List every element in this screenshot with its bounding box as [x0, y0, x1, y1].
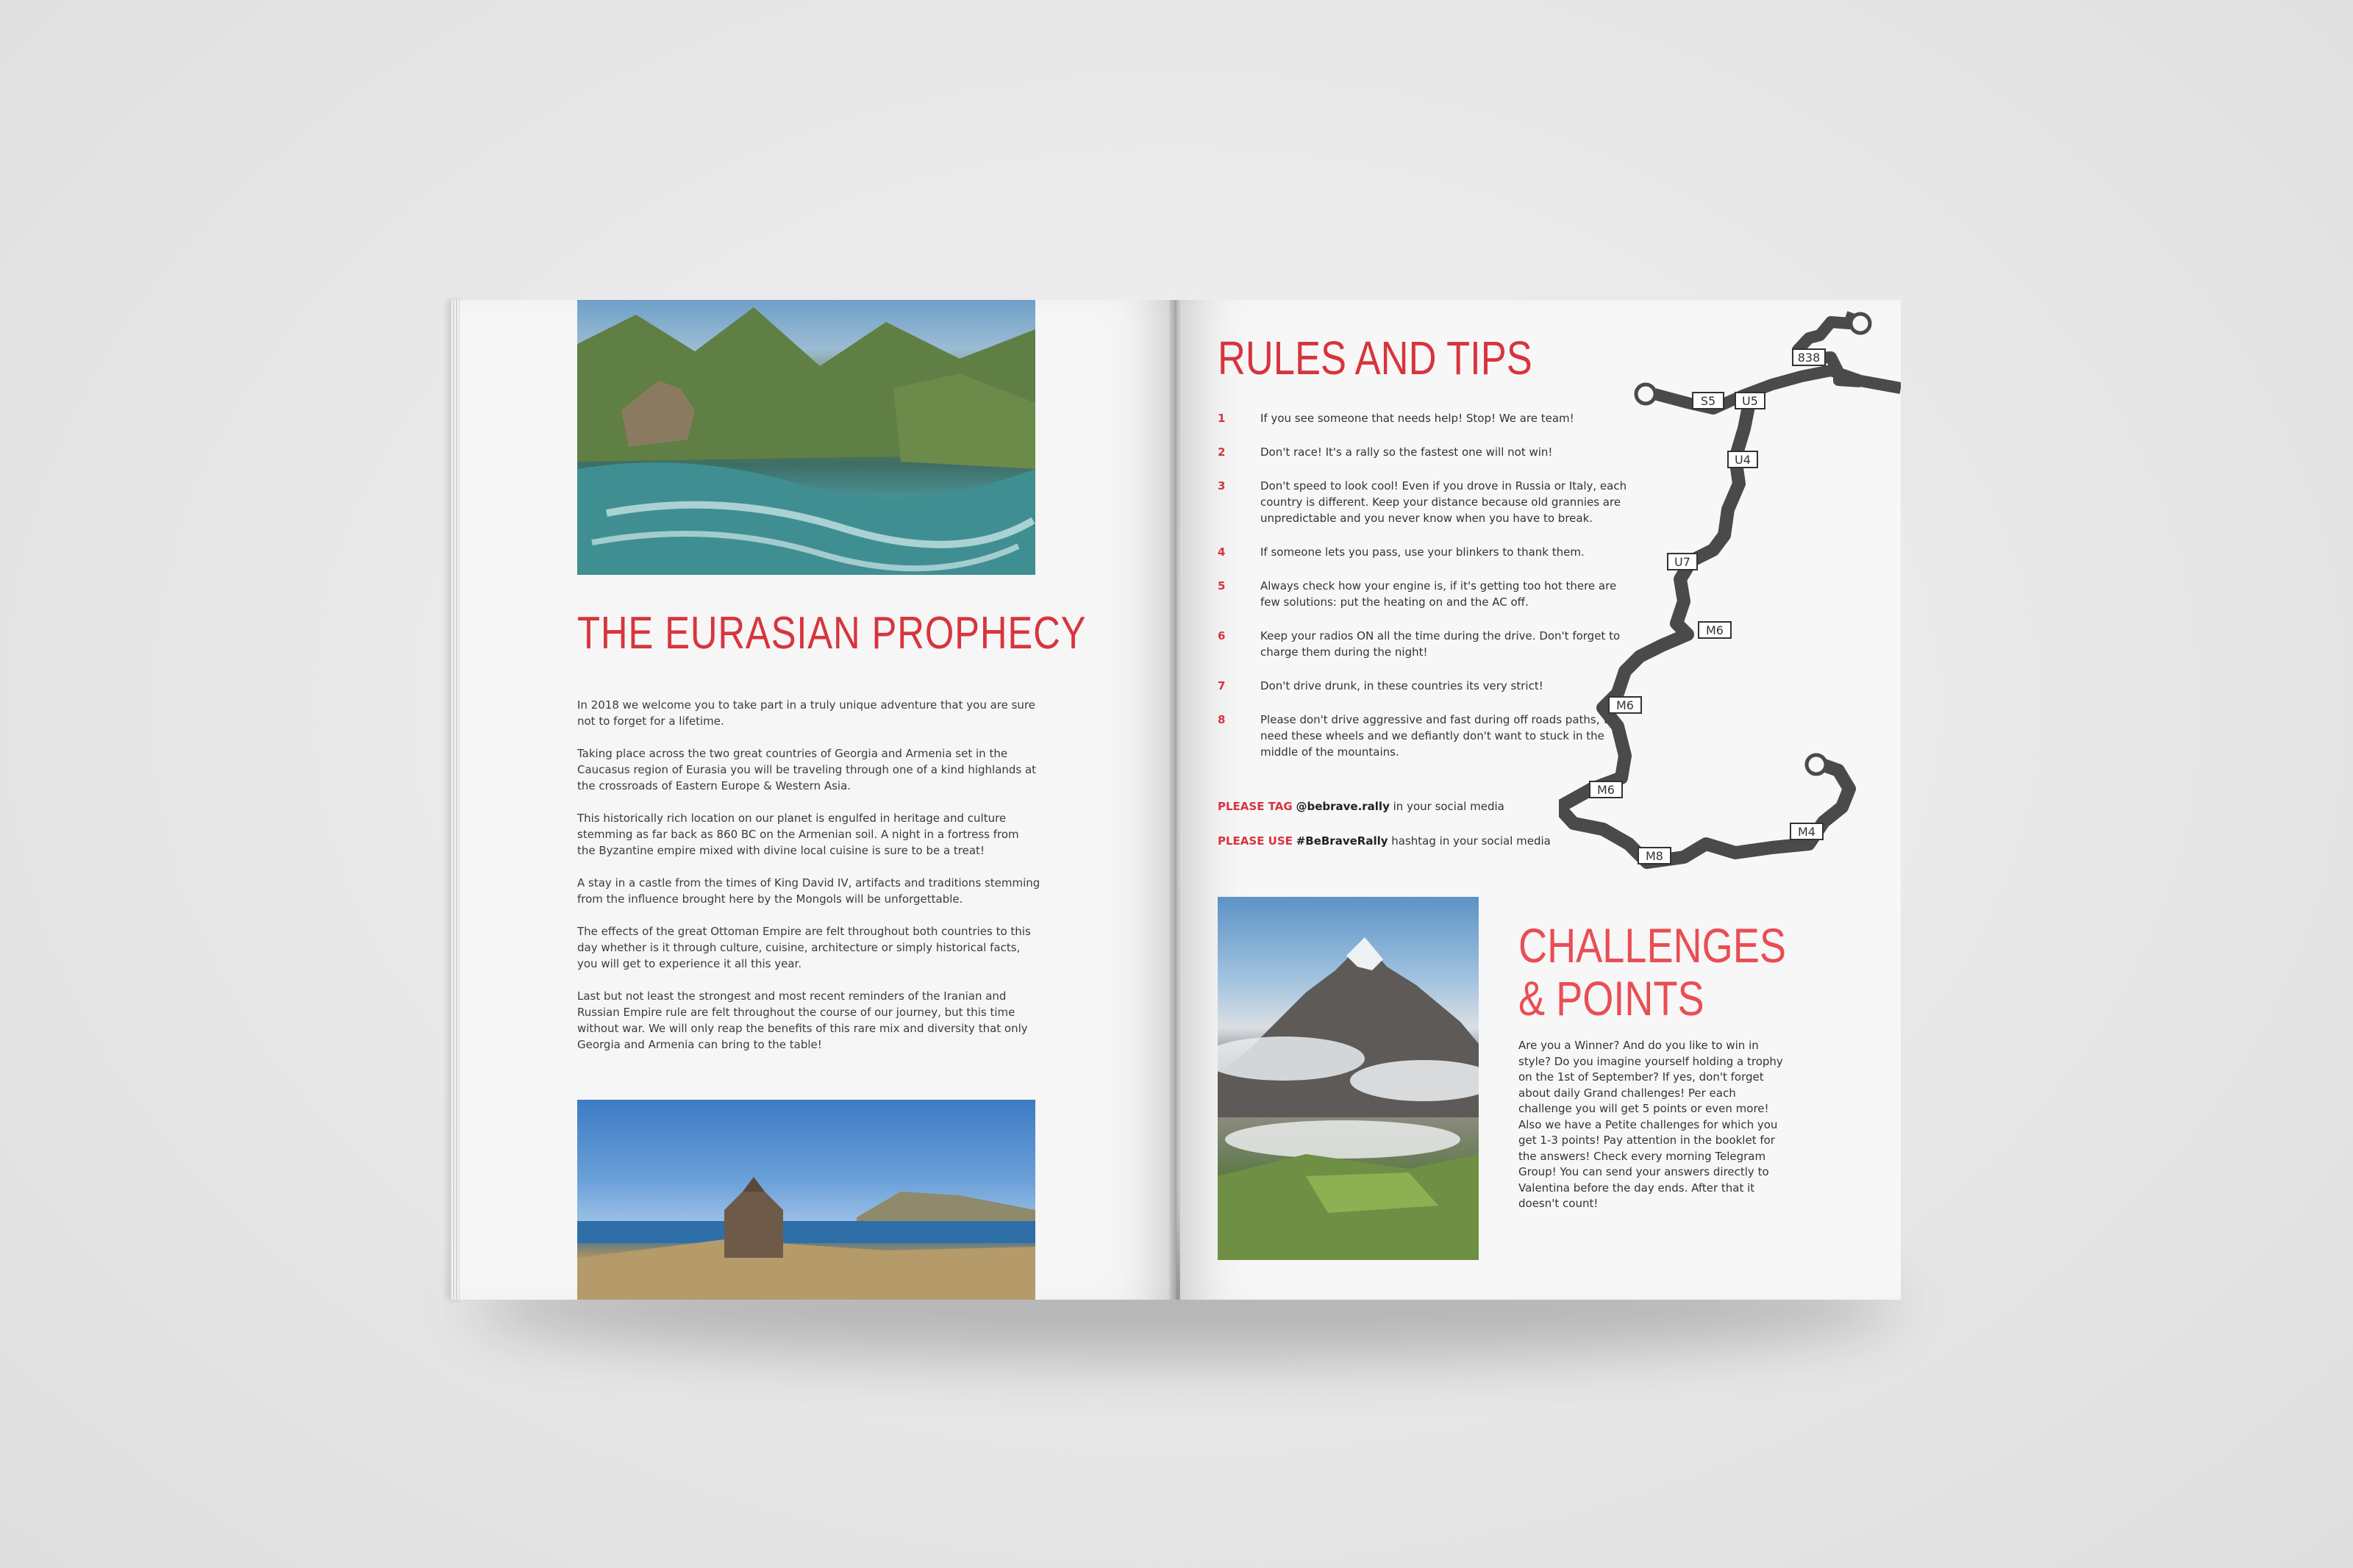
svg-text:M6: M6: [1597, 783, 1615, 797]
challenges-title-line2: & POINTS: [1518, 971, 1704, 1025]
paragraph: In 2018 we welcome you to take part in a truly unique adventure that you are sure not to forget for a lifetime.: [577, 698, 1036, 728]
rule-number: 7: [1218, 679, 1226, 692]
mountain-valley-photo: [1218, 897, 1479, 1260]
svg-text:838: 838: [1797, 351, 1821, 365]
challenges-title-line1: CHALLENGES: [1518, 918, 1786, 973]
paragraph: This historically rich location on our planet is engulfed in heritage and culture stemming as far back as 860 BC on the Armenian soil. A night in a fortress from the Byzantine empire mixed with divine local cuisine is sure to be a treat!: [577, 812, 1019, 857]
rule-number: 6: [1218, 629, 1226, 642]
route-marker: [1636, 384, 1655, 404]
rule-number: 2: [1218, 445, 1226, 459]
svg-text:Ս5: Ս5: [1742, 394, 1758, 408]
monastery-lake-photo: [577, 1100, 1035, 1300]
svg-text:M4: M4: [1798, 825, 1815, 839]
rule-number: 4: [1218, 545, 1226, 559]
rule-text: If you see someone that needs help! Stop! We are team!: [1260, 412, 1574, 425]
social-lead: PLEASE TAG: [1218, 800, 1293, 813]
challenges-title: [1518, 919, 1786, 1025]
rule-text: Don't race! It's a rally so the fastest one will not win!: [1260, 445, 1553, 459]
social-lead: PLEASE USE: [1218, 834, 1293, 848]
rule-text: Please don't drive aggressive and fast during off roads paths, we need these wheels and we defiantly don't want to stuck in the middle of the mountains.: [1260, 713, 1619, 759]
social-rest: hashtag in your social media: [1388, 834, 1551, 848]
route-label-m6: [1699, 622, 1731, 638]
route-label-m6: [1609, 697, 1641, 713]
rule-text: Don't speed to look cool! Even if you drove in Russia or Italy, each country is different. Keep your distance because old grannies are unpredictable and you never know when you have to break.: [1260, 479, 1627, 525]
route-label-m8: [1638, 848, 1671, 864]
paragraph: The effects of the great Ottoman Empire are felt throughout both countries to this day whether is it through culture, cuisine, architecture or simply historical facts, you will get to experience it all this year.: [577, 925, 1031, 970]
intro-text: [577, 697, 1040, 1069]
route-label-s5: [1693, 393, 1724, 409]
svg-text:Ս4: Ս4: [1735, 453, 1751, 467]
route-map: [1559, 300, 1901, 881]
rules-title: RULES AND TIPS: [1218, 332, 1532, 384]
rule-number: 8: [1218, 713, 1226, 726]
hashtag: #BeBraveRally: [1296, 834, 1388, 848]
svg-text:M6: M6: [1706, 623, 1724, 637]
paragraph: A stay in a castle from the times of King David IV, artifacts and traditions stemming from the influence brought here by the Mongols will be unforgettable.: [577, 876, 1040, 906]
social-tag-line: [1218, 800, 1504, 813]
social-hashtag-line: [1218, 834, 1551, 848]
svg-text:M8: M8: [1646, 849, 1663, 863]
challenges-text: Are you a Winner? And do you like to win in style? Do you imagine yourself holding a trophy on the 1st of September? If yes, don't forget about daily Grand challenges! Per each challenge you will get 5 points or even more! Also we have a Petite challenges for which you get 1-3 points! Pay attention in the booklet for the answers! Check every morning Telegram Group! You can send your answers directly to Valentina before the day ends. After that it doesn't count!: [1518, 1039, 1783, 1210]
rule-text: If someone lets you pass, use your blinkers to thank them.: [1260, 545, 1585, 559]
rule-text: Always check how your engine is, if it's getting too hot there are few solutions: put the heating on and the AC off.: [1260, 579, 1617, 609]
rule-number: 1: [1218, 412, 1226, 425]
social-rest: in your social media: [1389, 800, 1504, 813]
paragraph: Taking place across the two great countries of Georgia and Armenia set in the Caucasus region of Eurasia you will be traveling through one of a kind highlands at the crossroads of Eastern Europe & Western Asia.: [577, 747, 1037, 792]
route-label-u4: [1728, 451, 1757, 468]
paragraph: Last but not least the strongest and most recent reminders of the Iranian and Russian Empire rule are felt throughout the course of our journey, but this time without war. We will only reap the benefits of this rare mix and diversity that only Georgia and Armenia can bring to the table!: [577, 989, 1028, 1051]
route-label-u5: [1735, 393, 1765, 409]
river-village-photo: [577, 300, 1035, 575]
rule-text: Keep your radios ON all the time during the drive. Don't forget to charge them during the night!: [1260, 629, 1621, 659]
right-page: [1180, 300, 1901, 1300]
route-label-m6: [1590, 781, 1622, 798]
svg-text:M6: M6: [1616, 698, 1634, 712]
eurasian-prophecy-title: THE EURASIAN PROPHECY: [577, 608, 1087, 659]
left-page: [460, 300, 1176, 1300]
route-end-marker: [1807, 755, 1826, 774]
svg-text:Ս7: Ս7: [1674, 555, 1690, 569]
rule-number: 5: [1218, 579, 1226, 593]
rule-number: 3: [1218, 479, 1226, 493]
rule-text: Don't drive drunk, in these countries its very strict!: [1260, 679, 1543, 692]
route-label-838: [1793, 349, 1825, 365]
route-label-m4: [1790, 823, 1823, 840]
route-start-marker: [1851, 314, 1870, 333]
route-line: [1654, 370, 1901, 409]
route-label-u7: [1668, 554, 1697, 570]
svg-text:S5: S5: [1700, 394, 1716, 408]
instagram-handle: @bebrave.rally: [1296, 800, 1390, 813]
